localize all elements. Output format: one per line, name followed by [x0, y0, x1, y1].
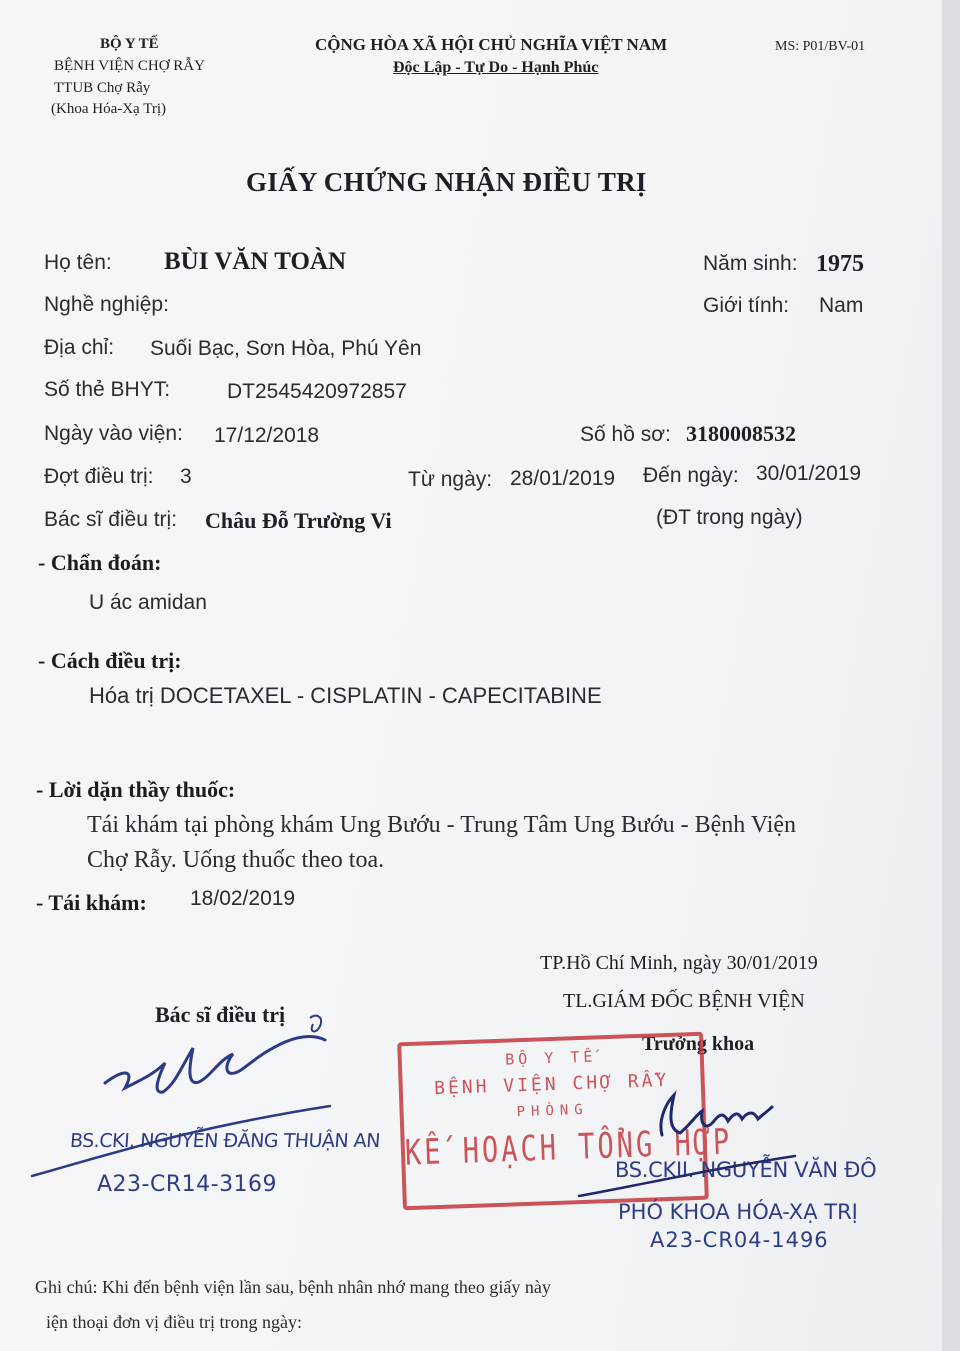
document-title: GIẤY CHỨNG NHẬN ĐIỀU TRỊ	[246, 167, 647, 197]
occupation-label: Nghề nghiệp:	[44, 293, 169, 316]
diagnosis-label: - Chẩn đoán:	[38, 550, 162, 575]
right-signature-stroke	[575, 1150, 805, 1200]
page-edge	[942, 0, 960, 1351]
right-stamp-role: PHÓ KHOA HÓA-XẠ TRỊ	[618, 1200, 858, 1224]
to-date-label: Đến ngày:	[643, 464, 739, 487]
treating-doctor: Châu Đỗ Trường Vi	[205, 508, 392, 533]
insurance-label: Số thẻ BHYT:	[44, 378, 171, 401]
name-label: Họ tên:	[44, 251, 112, 274]
followup-date: 18/02/2019	[190, 887, 296, 910]
left-stamp-code: A23-CR14-3169	[97, 1172, 278, 1197]
from-date-label: Từ ngày:	[408, 468, 493, 491]
left-stamp-name: BS.CKI. NGUYỄN ĐĂNG THUẬN AN	[69, 1130, 381, 1152]
doctor-label: Bác sĩ điều trị:	[44, 508, 178, 531]
record-number: 3180008532	[686, 421, 796, 446]
to-date: 30/01/2019	[756, 462, 862, 485]
org-center: TTUB Chợ Rẫy	[54, 80, 151, 96]
director-title: TL.GIÁM ĐỐC BỆNH VIỆN	[563, 990, 805, 1012]
birth-year: 1975	[816, 251, 864, 277]
gender-label: Giới tính:	[703, 294, 790, 317]
country-name: CỘNG HÒA XÃ HỘI CHỦ NGHĨA VIỆT NAM	[315, 35, 668, 54]
treatment-label: - Cách điều trị:	[38, 648, 182, 673]
course-label: Đợt điều trị:	[44, 465, 154, 488]
red-stamp-ministry: BỘ Y TẾ	[504, 1047, 597, 1069]
org-hospital: BỆNH VIỆN CHỢ RẪY	[54, 58, 205, 74]
address-label: Địa chỉ:	[44, 336, 115, 359]
admission-date-label: Ngày vào viện:	[44, 422, 183, 445]
advice-line-1: Tái khám tại phòng khám Ung Bướu - Trung Tâm Ung Bướu - Bệnh Viện	[87, 812, 797, 838]
day-treatment-note: (ĐT trong ngày)	[656, 506, 803, 529]
insurance-number: DT2545420972857	[227, 380, 407, 403]
course-number: 3	[180, 465, 192, 488]
address: Suối Bạc, Sơn Hòa, Phú Yên	[150, 337, 422, 360]
footer-note: Ghi chú: Khi đến bệnh viện lần sau, bệnh nhân nhớ mang theo giấy này	[35, 1277, 551, 1297]
red-stamp-room: PHÒNG	[516, 1101, 589, 1121]
department-head-title: Trưởng khoa	[642, 1033, 755, 1055]
advice-line-2: Chợ Rẫy. Uống thuốc theo toa.	[87, 847, 385, 873]
advice-label: - Lời dặn thầy thuốc:	[36, 777, 236, 802]
org-ministry: BỘ Y TẾ	[100, 36, 159, 52]
patient-name: BÙI VĂN TOÀN	[164, 248, 346, 275]
treatment-value: Hóa trị DOCETAXEL - CISPLATIN - CAPECITABINE	[89, 683, 602, 708]
diagnosis-value: U ác amidan	[89, 591, 207, 614]
red-stamp-department: KẾ HOẠCH TỔNG HỢP	[404, 1122, 733, 1174]
followup-label: - Tái khám:	[36, 890, 147, 915]
right-signature	[650, 1085, 780, 1145]
red-stamp-hospital: BỆNH VIỆN CHỢ RẪY	[433, 1069, 670, 1100]
from-date: 28/01/2019	[510, 467, 616, 490]
org-department: (Khoa Hóa-Xạ Trị)	[51, 101, 166, 117]
treating-doctor-title: Bác sĩ điều trị	[155, 1002, 286, 1027]
record-number-label: Số hồ sơ:	[580, 423, 671, 446]
form-code: MS: P01/BV-01	[775, 39, 866, 54]
birth-year-label: Năm sinh:	[703, 252, 798, 275]
gender: Nam	[819, 294, 864, 317]
footer-phone-line: iện thoại đơn vị điều trị trong ngày:	[46, 1312, 302, 1332]
right-stamp-code: A23-CR04-1496	[650, 1228, 829, 1252]
country-motto: Độc Lập - Tự Do - Hạnh Phúc	[393, 59, 599, 76]
right-stamp-name: BS.CKII. NGUYỄN VĂN ĐÔ	[615, 1158, 877, 1182]
admission-date: 17/12/2018	[214, 424, 320, 447]
left-signature-stroke	[30, 1098, 350, 1178]
place-and-date: TP.Hồ Chí Minh, ngày 30/01/2019	[540, 952, 818, 974]
